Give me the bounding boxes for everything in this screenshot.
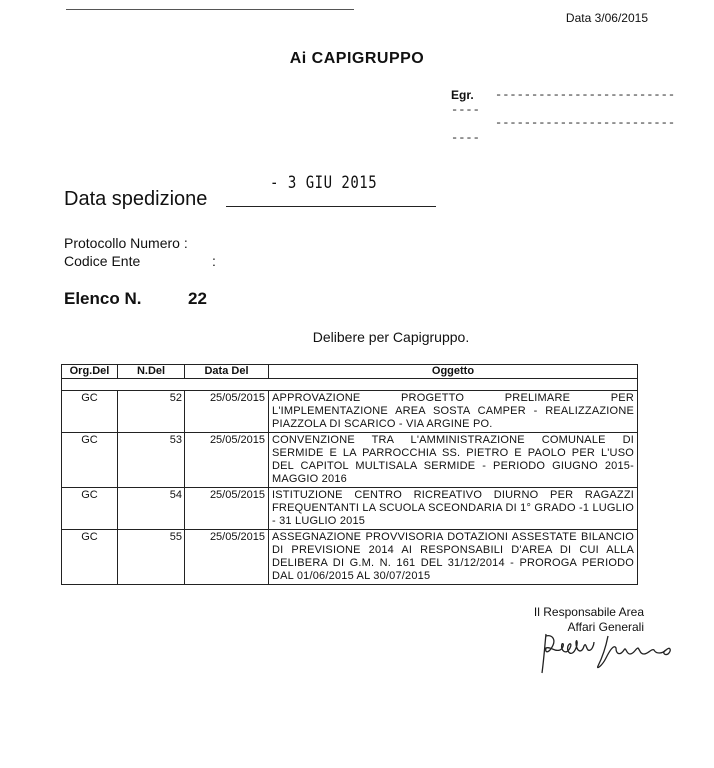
- date-stamp: - 3 GIU 2015: [270, 173, 378, 193]
- codice-ente-label: Codice Ente: [64, 253, 141, 269]
- table-spacer: [61, 378, 638, 390]
- elenco-label: Elenco N.: [64, 289, 142, 308]
- table-row: [62, 433, 638, 488]
- list-subtitle: Delibere per Capigruppo.: [312, 329, 470, 345]
- cell-date: 25/05/2015: [185, 488, 269, 530]
- table-row: [62, 488, 638, 530]
- cell-oggetto: CONVENZIONE TRA L'AMMINISTRAZIONE COMUNALE DI SERMIDE E LA PARROCCHIA SS. PIETRO E PAOLO PER L'USO DEL CAPITOL MULTISALA SERMIDE - PERIODO GIUGNO 2015- MAGGIO 2016: [269, 433, 638, 488]
- cell-date: 25/05/2015: [185, 433, 269, 488]
- egr-label: Egr.: [451, 88, 474, 102]
- recipient-line-1: -------------------------: [495, 88, 676, 102]
- header-org-del: Org.Del: [62, 365, 118, 379]
- elenco-number: 22: [188, 289, 207, 308]
- data-spedizione-label: Data spedizione: [64, 188, 208, 210]
- recipient-short-line-1: ----: [451, 103, 480, 117]
- delibere-table: [61, 390, 638, 585]
- cell-num: 52: [118, 391, 185, 433]
- cell-oggetto: APPROVAZIONE PROGETTO PRELIMARE PER L'IMPLEMENTAZIONE AREA SOSTA CAMPER - REALIZZAZIONE PIAZZOLA DI SCARICO - VIA ARGINE PO.: [269, 391, 638, 433]
- recipient-line-2: -------------------------: [495, 116, 676, 130]
- cell-org: GC: [62, 488, 118, 530]
- document-date: Data 3/06/2015: [565, 11, 648, 25]
- cell-num: 55: [118, 530, 185, 585]
- cell-oggetto: ISTITUZIONE CENTRO RICREATIVO DIURNO PER RAGAZZI FREQUENTANTI LA SCUOLA SCEONDARIA DI 1° GRADO -1 LUGLIO - 31 LUGLIO 2015: [269, 488, 638, 530]
- cell-org: GC: [62, 433, 118, 488]
- codice-ente-colon: :: [212, 253, 216, 269]
- table-header: [61, 364, 638, 379]
- table-row: [62, 530, 638, 585]
- cell-org: GC: [62, 530, 118, 585]
- cell-org: GC: [62, 391, 118, 433]
- cell-num: 53: [118, 433, 185, 488]
- handwritten-signature: [536, 628, 681, 678]
- cell-oggetto: ASSEGNAZIONE PROVVISORIA DOTAZIONI ASSESTATE BILANCIO DI PREVISIONE 2014 AI RESPONSABILI D'AREA DI CUI ALLA DELIBERA DI G.M. N. 161 DEL 31/12/2014 - PROROGA PERIODO DAL 01/06/2015 AL 30/07/2015: [269, 530, 638, 585]
- page-title: Ai CAPIGRUPPO: [289, 50, 425, 67]
- cell-date: 25/05/2015: [185, 391, 269, 433]
- cell-date: 25/05/2015: [185, 530, 269, 585]
- cell-num: 54: [118, 488, 185, 530]
- protocollo-label: Protocollo Numero :: [64, 235, 188, 251]
- table-row: [62, 391, 638, 433]
- top-rule: [66, 9, 354, 10]
- protocol-block: [64, 234, 216, 270]
- signatory-area: Affari Generali: [567, 620, 644, 634]
- header-oggetto: Oggetto: [269, 365, 638, 379]
- signatory-title: Il Responsabile Area: [533, 605, 644, 619]
- recipient-short-line-2: ----: [451, 131, 480, 145]
- header-n-del: N.Del: [118, 365, 185, 379]
- header-data-del: Data Del: [185, 365, 269, 379]
- data-spedizione-line: [226, 206, 436, 207]
